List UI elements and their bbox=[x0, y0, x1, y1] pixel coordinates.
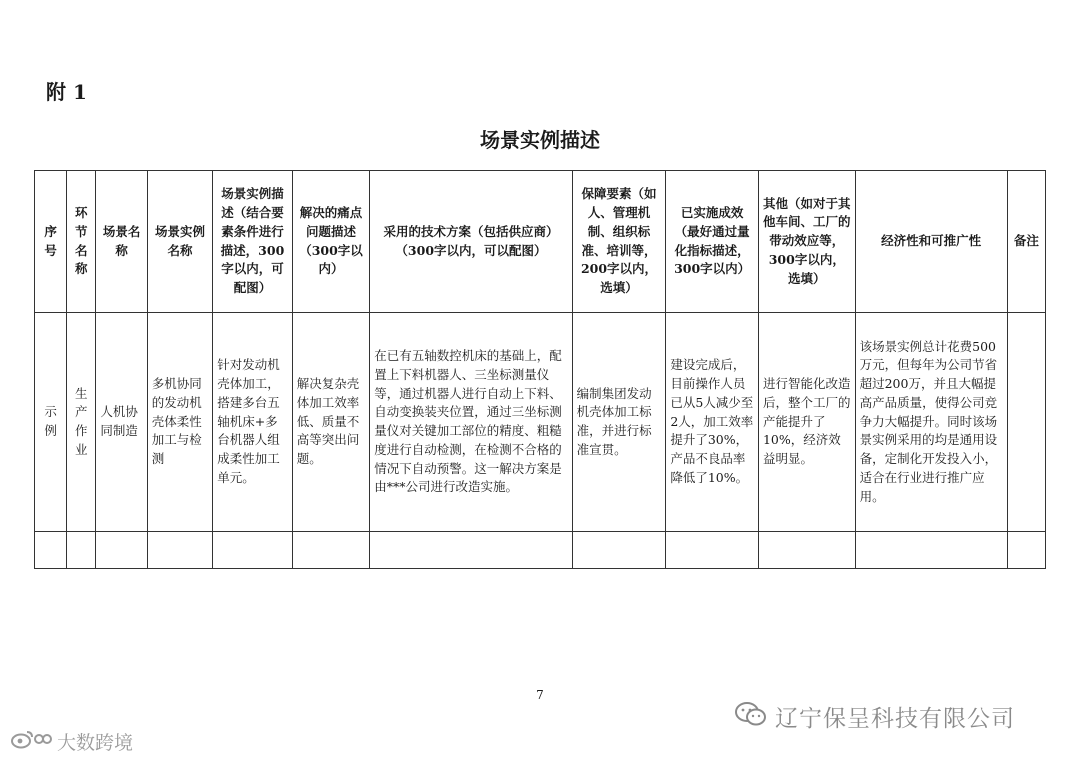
weibo-icon bbox=[10, 728, 52, 755]
cell-effect: 建设完成后，目前操作人员已从5人减少至2人，加工效率提升了30%，产品不良品率降低了10%。 bbox=[666, 313, 759, 532]
cell-tech: 在已有五轴数控机床的基础上，配置上下料机器人、三坐标测量仪等，通过机器人进行自动上下料、自动变换装夹位置，通过三坐标测量仪对关键加工部位的精度、粗糙度进行自动检测，在检测不合格的情况下自动预警。这一解决方案是由***公司进行改造实施。 bbox=[370, 313, 572, 532]
cell-support: 编制集团发动机壳体加工标准，并进行标准宣贯。 bbox=[572, 313, 666, 532]
watermark-source bbox=[10, 728, 133, 755]
empty-cell bbox=[572, 532, 666, 569]
page-number: 7 bbox=[536, 688, 544, 702]
empty-cell bbox=[292, 532, 370, 569]
table-header-row bbox=[35, 171, 1046, 313]
empty-cell bbox=[35, 532, 67, 569]
cell-scene: 人机协同制造 bbox=[96, 313, 147, 532]
header-link: 环节名称 bbox=[67, 171, 96, 313]
header-other: 其他（如对于其他车间、工厂的带动效应等，300字以内，选填） bbox=[758, 171, 855, 313]
watermark-source-text: 大数跨境 bbox=[57, 732, 134, 754]
cell-link: 生产作业 bbox=[67, 313, 96, 532]
header-seq: 序号 bbox=[35, 171, 67, 313]
empty-cell bbox=[758, 532, 855, 569]
header-econ: 经济性和可推广性 bbox=[855, 171, 1007, 313]
header-desc: 场景实例描述（结合要素条件进行描述，300字以内，可配图） bbox=[213, 171, 293, 313]
table-row bbox=[35, 313, 1046, 532]
header-tech: 采用的技术方案（包括供应商）（300字以内，可以配图） bbox=[370, 171, 572, 313]
header-support: 保障要素（如人、管理机制、组织标准、培训等，200字以内，选填） bbox=[572, 171, 666, 313]
empty-cell bbox=[213, 532, 293, 569]
empty-cell bbox=[370, 532, 572, 569]
annex-label: 附 1 bbox=[46, 80, 87, 104]
header-pain: 解决的痛点问题描述（300字以内） bbox=[292, 171, 370, 313]
empty-cell bbox=[855, 532, 1007, 569]
header-remark: 备注 bbox=[1007, 171, 1045, 313]
cell-remark bbox=[1007, 313, 1045, 532]
cell-econ: 该场景实例总计花费500万元，但每年为公司节省超过200万，并且大幅提高产品质量，使得公司竞争力大幅提升。同时该场景实例采用的均是通用设备，定制化开发投入小，适合在行业进行推广应用。 bbox=[855, 313, 1007, 532]
cell-seq: 示例 bbox=[35, 313, 67, 532]
empty-cell bbox=[147, 532, 212, 569]
empty-cell bbox=[67, 532, 96, 569]
wechat-icon bbox=[735, 701, 767, 733]
cell-desc: 针对发动机壳体加工，搭建多台五轴机床+多台机器人组成柔性加工单元。 bbox=[213, 313, 293, 532]
scene-table bbox=[34, 170, 1046, 569]
watermark-company-text: 辽宁保呈科技有限公司 bbox=[775, 706, 1015, 732]
header-case-name: 场景实例名称 bbox=[147, 171, 212, 313]
cell-other: 进行智能化改造后，整个工厂的产能提升了10%，经济效益明显。 bbox=[758, 313, 855, 532]
watermark-company bbox=[735, 700, 1015, 733]
page-title: 场景实例描述 bbox=[480, 128, 600, 152]
empty-cell bbox=[1007, 532, 1045, 569]
empty-cell bbox=[96, 532, 147, 569]
header-scene: 场景名称 bbox=[96, 171, 147, 313]
cell-case-name: 多机协同的发动机壳体柔性加工与检测 bbox=[147, 313, 212, 532]
empty-cell bbox=[666, 532, 759, 569]
cell-pain: 解决复杂壳体加工效率低、质量不高等突出问题。 bbox=[292, 313, 370, 532]
table-row-empty bbox=[35, 532, 1046, 569]
header-effect: 已实施成效（最好通过量化指标描述，300字以内） bbox=[666, 171, 759, 313]
